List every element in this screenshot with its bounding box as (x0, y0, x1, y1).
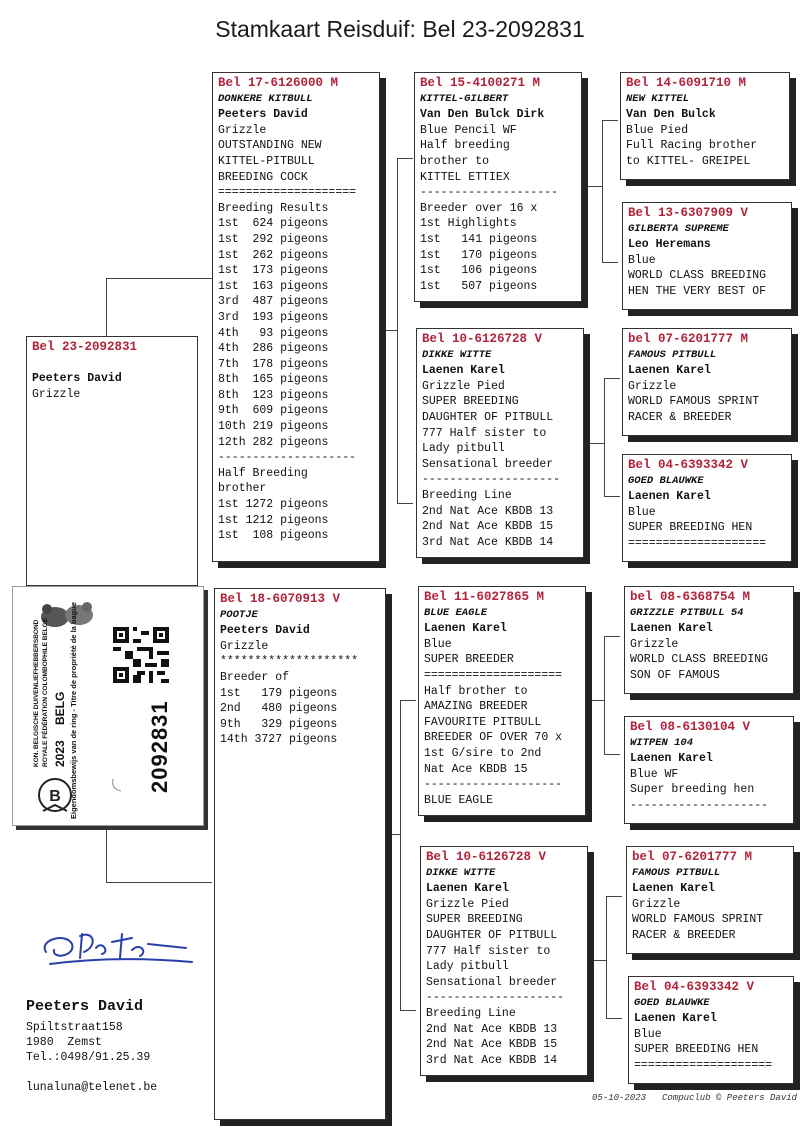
breeder-name: Laenen Karel (630, 752, 713, 766)
info-line: ******************** (220, 655, 359, 669)
info-line: Breeder of (220, 670, 290, 684)
info-line: 10th 219 pigeons (218, 420, 329, 434)
pedigree-box-sire-sire (414, 72, 582, 302)
info-line: SUPER BREEDER (424, 653, 514, 667)
ring-number: Bel 04-6393342 V (628, 458, 749, 472)
pigeon-name: NEW KITTEL (626, 92, 690, 105)
breeder-name: Laenen Karel (634, 1012, 717, 1026)
pedigree-box-dam-sire (418, 586, 586, 816)
pedigree-box-dss (624, 586, 794, 694)
pedigree-box-dam-dam (420, 846, 588, 1076)
info-line: 9th 329 pigeons (220, 717, 338, 731)
pigeon-name: DIKKE WITTE (422, 348, 492, 361)
owner-phone: Tel.:0498/91.25.39 (26, 1051, 151, 1064)
ring-country: BELG (53, 691, 67, 725)
info-line: 2nd Nat Ace KBDB 13 (426, 1022, 558, 1036)
pedigree-box-sire (212, 72, 380, 562)
info-line: 1st 106 pigeons (420, 264, 538, 278)
ring-number: Bel 17-6126000 M (218, 76, 339, 90)
info-line: 1st 624 pigeons (218, 217, 329, 231)
info-line: 7th 178 pigeons (218, 357, 329, 371)
ring-ownership-card (12, 586, 204, 826)
pigeon-name: KITTEL-GILBERT (420, 92, 509, 105)
info-line: -------------------- (422, 473, 561, 487)
ring-number: Bel 10-6126728 V (426, 850, 547, 864)
pigeon-name: GILBERTA SUPREME (628, 222, 729, 235)
info-line: Blue WF (630, 767, 679, 781)
pedigree-box-sire-dam (416, 328, 584, 558)
info-line: SUPER BREEDING HEN (628, 521, 753, 535)
pedigree-box-sds (622, 328, 792, 436)
owner-email[interactable]: lunaluna@telenet.be (26, 1081, 158, 1094)
info-line: BREEDER OF OVER 70 x (424, 731, 563, 745)
pedigree-box-dds (626, 846, 794, 954)
info-line: KITTEL ETTIEX (420, 170, 510, 184)
info-line: Grizzle (220, 639, 269, 653)
info-line: SUPER BREEDING (426, 913, 523, 927)
info-line: Blue (628, 505, 656, 519)
breeder-name: Van Den Bulck Dirk (420, 108, 545, 122)
breeder-name: Leo Heremans (628, 238, 711, 252)
info-line: RACER & BREEDER (632, 928, 736, 942)
breeder-name: Peeters David (218, 108, 308, 122)
info-line: Blue (628, 253, 656, 267)
pedigree-box-sss (620, 72, 790, 180)
info-line: Lady pitbull (426, 960, 509, 974)
connector (606, 896, 622, 897)
info-line: Super breeding hen (630, 783, 755, 797)
connector (604, 636, 620, 637)
qr-code-icon (113, 627, 169, 683)
info-line: -------------------- (420, 186, 559, 200)
info-line: BLUE EAGLE (424, 793, 494, 807)
info-line: 1st 1272 pigeons (218, 498, 329, 512)
breeder-name: Laenen Karel (424, 622, 507, 636)
info-line: Grizzle (218, 123, 267, 137)
info-line: OUTSTANDING NEW (218, 139, 322, 153)
breeder-name: Laenen Karel (632, 882, 715, 896)
ownership-text: Eigendomsbewijs van de ring - Titre de propriété de la bague (69, 602, 78, 819)
info-line: 777 Half sister to (426, 944, 551, 958)
pigeon-color: Grizzle (32, 387, 81, 401)
info-line: 12th 282 pigeons (218, 435, 329, 449)
pigeon-name: FAMOUS PITBULL (632, 866, 721, 879)
info-line: Breeder over 16 x (420, 201, 538, 215)
connector (604, 378, 605, 496)
breeder-name: Laenen Karel (630, 622, 713, 636)
card-hole-icon (109, 775, 129, 795)
breeder-name: Peeters David (220, 624, 310, 638)
info-line: 1st 170 pigeons (420, 248, 538, 262)
signature-icon (36, 922, 196, 978)
connector (604, 378, 620, 379)
info-line: Half brother to (424, 684, 528, 698)
ring-number: Bel 14-6091710 M (626, 76, 747, 90)
breeder-name: Laenen Karel (422, 364, 505, 378)
info-line: Breeding Results (218, 201, 329, 215)
ring-year: 2023 (53, 740, 67, 767)
info-line: Grizzle (630, 637, 679, 651)
connector (602, 120, 618, 121)
info-line: Grizzle Pied (426, 897, 509, 911)
info-line: 2nd Nat Ace KBDB 13 (422, 504, 554, 518)
info-line: KITTEL-PITBULL (218, 154, 315, 168)
page-title: Stamkaart Reisduif: Bel 23-2092831 (215, 16, 585, 42)
breeder-name: Laenen Karel (628, 364, 711, 378)
info-line: SON OF FAMOUS (630, 668, 720, 682)
ring-number: bel 07-6201777 M (632, 850, 753, 864)
connector (397, 158, 413, 159)
ring-number: Bel 15-4100271 M (420, 76, 541, 90)
pedigree-box-ssd (622, 202, 792, 310)
info-line: 1st 1212 pigeons (218, 513, 329, 527)
info-line: Grizzle (632, 897, 681, 911)
pigeon-name: DIKKE WITTE (426, 866, 496, 879)
info-line: ==================== (634, 1058, 773, 1072)
info-line: 3rd Nat Ace KBDB 14 (426, 1053, 558, 1067)
info-line: WORLD FAMOUS SPRINT (632, 913, 764, 927)
info-line: brother to (420, 154, 490, 168)
info-line: DAUGHTER OF PITBULL (422, 410, 554, 424)
info-line: Half Breeding (218, 466, 308, 480)
ring-number: Bel 23-2092831 (32, 340, 138, 354)
info-line: 3rd Nat Ace KBDB 14 (422, 535, 554, 549)
breeder-name: Laenen Karel (628, 490, 711, 504)
info-line: Grizzle (628, 379, 677, 393)
info-line: 1st Highlights (420, 217, 517, 231)
pigeon-name: GRIZZLE PITBULL 54 (630, 606, 744, 619)
connector (397, 158, 398, 503)
ring-number: Bel 04-6393342 V (634, 980, 755, 994)
info-line: AMAZING BREEDER (424, 700, 528, 714)
connector (606, 1018, 622, 1019)
breeder-name: Laenen Karel (426, 882, 509, 896)
info-line: Nat Ace KBDB 15 (424, 762, 528, 776)
info-line: ==================== (628, 536, 767, 550)
org-name-nl: KON. BELGISCHE DUIVENLIEFHEBBERSBOND (33, 619, 40, 767)
info-line: ==================== (424, 668, 563, 682)
info-line: 777 Half sister to (422, 426, 547, 440)
info-line: 1st 507 pigeons (420, 279, 538, 293)
ring-number: Bel 11-6027865 M (424, 590, 545, 604)
connector (106, 278, 107, 336)
info-line: 1st 262 pigeons (218, 248, 329, 262)
ring-number: Bel 10-6126728 V (422, 332, 543, 346)
info-line: 1st 173 pigeons (218, 264, 329, 278)
pedigree-box-sdd (622, 454, 792, 562)
info-line: DAUGHTER OF PITBULL (426, 928, 558, 942)
info-line: SUPER BREEDING HEN (634, 1043, 759, 1057)
info-line: to KITTEL- GREIPEL (626, 154, 751, 168)
info-line: 2nd Nat Ace KBDB 15 (422, 520, 554, 534)
pedigree-box-ddd (628, 976, 794, 1084)
info-line: Lady pitbull (422, 442, 505, 456)
connector (106, 882, 212, 883)
info-line: -------------------- (630, 798, 769, 812)
connector (397, 503, 413, 504)
info-line: RACER & BREEDER (628, 410, 732, 424)
info-line: 9th 609 pigeons (218, 404, 329, 418)
pigeon-name: GOED BLAUWKE (634, 996, 710, 1009)
info-line: -------------------- (426, 991, 565, 1005)
pigeon-name: WITPEN 104 (630, 736, 694, 749)
info-line: Sensational breeder (426, 975, 558, 989)
ring-number: bel 07-6201777 M (628, 332, 749, 346)
info-line: Sensational breeder (422, 457, 554, 471)
info-line: 3rd 193 pigeons (218, 310, 329, 324)
info-line: 8th 165 pigeons (218, 373, 329, 387)
ring-number: bel 08-6368754 M (630, 590, 751, 604)
owner-name: Peeters David (26, 998, 144, 1015)
ring-number-large: 2092831 (147, 700, 172, 793)
software-credit: Compuclub © Peeters David (662, 1093, 798, 1103)
ring-number: Bel 08-6130104 V (630, 720, 751, 734)
ring-number: Bel 18-6070913 V (220, 592, 341, 606)
info-line: SUPER BREEDING (422, 395, 519, 409)
info-line: Half breeding (420, 139, 510, 153)
info-line: WORLD FAMOUS SPRINT (628, 395, 760, 409)
info-line: Breeding Line (426, 1006, 516, 1020)
info-line: BREEDING COCK (218, 170, 308, 184)
info-line: Breeding Line (422, 488, 512, 502)
info-line: 1st 141 pigeons (420, 232, 538, 246)
pedigree-box-dam (214, 588, 386, 1120)
info-line: ==================== (218, 186, 357, 200)
ring-number: Bel 13-6307909 V (628, 206, 749, 220)
info-line: 14th 3727 pigeons (220, 733, 338, 747)
connector (106, 278, 212, 279)
pigeon-name: FAMOUS PITBULL (628, 348, 717, 361)
connector (400, 700, 416, 701)
connector (604, 754, 620, 755)
print-date: 05-10-2023 (592, 1093, 647, 1103)
connector (602, 120, 603, 262)
info-line: -------------------- (218, 451, 357, 465)
connector (585, 186, 602, 187)
info-line: -------------------- (424, 778, 563, 792)
info-line: Grizzle Pied (422, 379, 505, 393)
connector (400, 700, 401, 1010)
info-line: 1st 179 pigeons (220, 686, 338, 700)
svg-text:B: B (49, 788, 61, 805)
info-line: Blue Pencil WF (420, 123, 517, 137)
info-line: 8th 123 pigeons (218, 388, 329, 402)
pigeon-name: POOTJE (220, 608, 258, 621)
info-line: 1st 292 pigeons (218, 232, 329, 246)
breeder-name: Peeters David (32, 372, 122, 386)
org-name-fr: ROYALE FÉDÉRATION COLOMBOPHILE BELGE (42, 617, 49, 767)
info-line: Blue Pied (626, 123, 689, 137)
connector (588, 443, 604, 444)
connector (604, 496, 620, 497)
info-line: WORLD CLASS BREEDING (630, 653, 769, 667)
connector (604, 636, 605, 754)
info-line: 2nd Nat Ace KBDB 15 (426, 1038, 558, 1052)
connector (388, 834, 400, 835)
info-line: 1st 163 pigeons (218, 279, 329, 293)
pedigree-box-subject (26, 336, 198, 586)
info-line: 1st G/sire to 2nd (424, 746, 542, 760)
info-line: 2nd 480 pigeons (220, 702, 338, 716)
connector (590, 960, 606, 961)
pigeon-name: GOED BLAUWKE (628, 474, 704, 487)
connector (383, 330, 397, 331)
owner-street: Spiltstraat158 (26, 1021, 123, 1034)
info-line: 1st 108 pigeons (218, 529, 329, 543)
info-line: WORLD CLASS BREEDING (628, 269, 767, 283)
connector (106, 824, 107, 882)
pedigree-box-dsd (624, 716, 794, 824)
info-line: 3rd 487 pigeons (218, 295, 329, 309)
breeder-name: Van Den Bulck (626, 108, 716, 122)
pigeon-name: BLUE EAGLE (424, 606, 488, 619)
info-line: HEN THE VERY BEST OF (628, 284, 767, 298)
pigeon-name: DONKERE KITBULL (218, 92, 313, 105)
connector (606, 896, 607, 1018)
info-line: FAVOURITE PITBULL (424, 715, 542, 729)
info-line: Blue (634, 1027, 662, 1041)
info-line: brother (218, 482, 267, 496)
owner-city: 1980 Zemst (26, 1036, 102, 1049)
connector (590, 700, 604, 701)
info-line: Full Racing brother (626, 139, 758, 153)
info-line: Blue (424, 637, 452, 651)
connector (400, 1010, 416, 1011)
info-line: 4th 93 pigeons (218, 326, 329, 340)
connector (602, 262, 618, 263)
info-line: 4th 286 pigeons (218, 342, 329, 356)
